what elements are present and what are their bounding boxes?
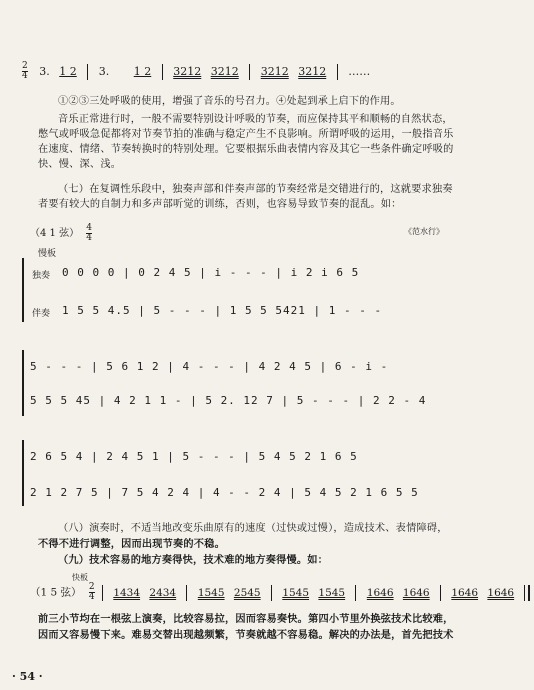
paragraph-line: 憋气或呼吸急促都将对节奏节拍的准确与稳定产生不良影响。所谓呼吸的运用，一般指音乐 (38, 129, 454, 140)
bottom-example (30, 583, 534, 602)
part-label-solo: 独奏 (32, 271, 51, 281)
note: 3. (39, 64, 50, 78)
paragraph-line: 者要有较大的自制力和多声部听觉的训练，否则，也容易导致节奏的混乱。如： (38, 199, 402, 210)
paragraph-line: （九）技术容易的地方奏得快，技术难的地方奏得慢。如： (58, 554, 329, 566)
paragraph-line: 在速度、情绪、节奏转换时的特别处理。它要根据乐曲表情内容及其它一些条件确定呼吸的 (38, 144, 454, 155)
time-signature: $\frac{2}{4}$ (88, 582, 95, 602)
note: 1434 (113, 586, 141, 599)
note: 1646 (487, 586, 515, 599)
note: 1545 (197, 586, 225, 599)
tempo-marking: 慢板 (38, 249, 57, 259)
paragraph-line: 不得不进行调整，因而出现节奏的不稳。 (38, 538, 225, 550)
note: 3. (98, 64, 110, 78)
paragraph-line: 前三小节均在一根弦上演奏，比较容易拉，因而容易奏快。第四小节里外换弦技术比较难， (38, 613, 454, 625)
accompaniment-staff: 1 5 5 4.5 | 5 - - - | 1 5 5 5421 | 1 - - - (62, 304, 383, 317)
score-system (22, 258, 452, 328)
source-title: 《范水行》 (404, 227, 444, 236)
score-system (22, 440, 452, 510)
note: 1646 (402, 586, 430, 599)
note: 3212 (210, 64, 239, 78)
solo-staff: 2 6 5 4 | 2 4 5 1 | 5 - - - | 5 4 5 2 1 6 5 (30, 450, 358, 463)
note: 1545 (282, 586, 310, 599)
string-label: （4 1 弦） (30, 228, 80, 239)
note: …… (348, 64, 371, 78)
note: 1545 (318, 586, 346, 599)
note: 3212 (260, 64, 289, 78)
accompaniment-staff: 5 5 5 45 | 4 2 1 1 - | 5 2. 12 7 | 5 - - - | 2 2 - 4 (30, 394, 427, 407)
accompaniment-staff: 2 1 2 7 5 | 7 5 4 2 4 | 4 - - 2 4 | 5 4 5 2 1 6 5 5 (30, 486, 419, 499)
string-label: （1 5 弦） (30, 586, 82, 599)
note: 1 2 (59, 64, 77, 78)
score-system (22, 350, 452, 420)
solo-staff: 0 0 0 0 | 0 2 4 5 | i - - - | i 2 i 6 5 (62, 266, 360, 279)
paragraph-line: 音乐正常进行时，一般不需要特别设计呼吸的节奏，而应保持其平和顺畅的自然状态， (58, 114, 453, 125)
paragraph: ①②③三处呼吸的使用，增强了音乐的号召力。④处起到承上启下的作用。 (58, 96, 401, 107)
solo-staff: 5 - - - | 5 6 1 2 | 4 - - - | 4 2 4 5 | 6 - i - (30, 360, 389, 373)
part-label-accompaniment: 伴奏 (32, 309, 51, 319)
note: 2434 (149, 586, 177, 599)
note: 1646 (451, 586, 479, 599)
page-number: · 54 · (12, 670, 43, 683)
score-header (30, 224, 92, 243)
paragraph-line: 快、慢、深、浅。 (38, 159, 122, 170)
top-example (22, 62, 373, 81)
note: 3212 (298, 64, 327, 78)
time-signature: $\frac{4}{4}$ (86, 223, 93, 243)
note: 3212 (173, 64, 202, 78)
note: 2545 (233, 586, 261, 599)
paragraph-line: （七）在复调性乐段中，独奏声部和伴奏声部的节奏经常是交错进行的，这就要求独奏 (58, 184, 453, 195)
time-signature: $\frac{2}{4}$ (22, 61, 28, 81)
note: 1 2 (133, 64, 152, 78)
tempo-marking: 快板 (72, 573, 88, 582)
note: 1646 (366, 586, 394, 599)
paragraph-line: （八）演奏时，不适当地改变乐曲原有的速度（过快或过慢），造成技术、表情障碍， (58, 523, 448, 534)
paragraph-line: 因而又容易慢下来。难易交替出现越频繁，节奏就越不容易稳。解决的办法是，首先把技术 (38, 629, 454, 641)
